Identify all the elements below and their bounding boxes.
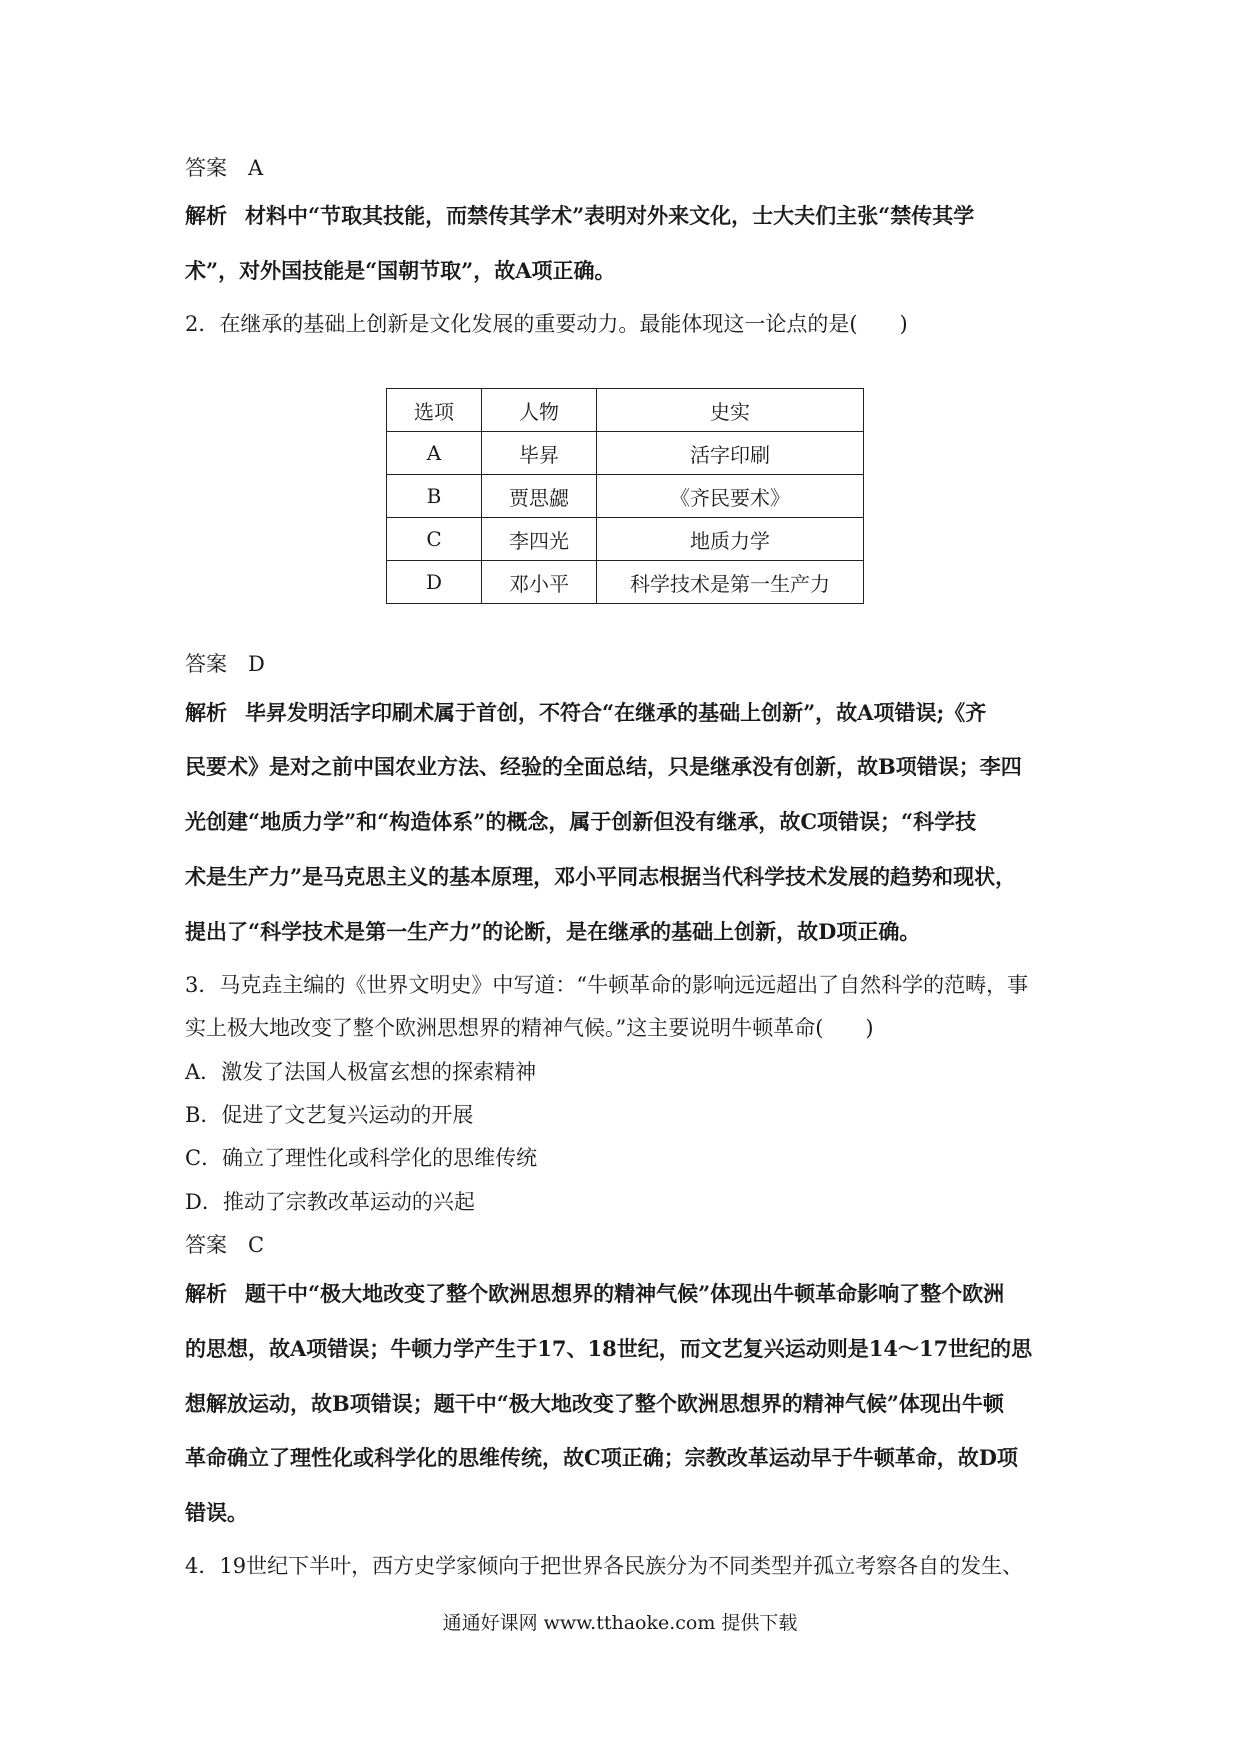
q2-analysis-line-2: 民要术》是对之前中国农业方法、经验的全面总结，只是继承没有创新，故B项错误；李四 bbox=[185, 754, 1022, 779]
analysis-label: 解析 bbox=[185, 1281, 227, 1306]
q2-analysis-line-1: 解析 毕昇发明活字印刷术属于首创，不符合“在继承的基础上创新”，故A项错误;《齐 bbox=[185, 700, 987, 725]
q4-stem: 4．19世纪下半叶，西方史学家倾向于把世界各民族分为不同类型并孤立考察各自的发生、 bbox=[185, 1554, 1024, 1578]
answer-label: 答案 bbox=[185, 1233, 227, 1257]
q2-options-table bbox=[386, 388, 864, 604]
table-header: 史实 bbox=[597, 389, 864, 432]
answer-label: 答案 bbox=[185, 156, 227, 180]
table-cell: 邓小平 bbox=[482, 561, 597, 604]
q3-analysis-line-2: 的思想，故A项错误；牛顿力学产生于17、18世纪，而文艺复兴运动则是14～17世纪的思 bbox=[185, 1336, 1033, 1361]
q1-analysis-line-2: 术”，对外国技能是“国朝节取”，故A项正确。 bbox=[185, 258, 616, 283]
analysis-label: 解析 bbox=[185, 700, 227, 725]
answer-value: C bbox=[248, 1233, 265, 1257]
q3-option-a: A．激发了法国人极富玄想的探索精神 bbox=[185, 1060, 537, 1084]
q3-analysis-line-4: 革命确立了理性化或科学化的思维传统，故C项正确；宗教改革运动早于牛顿革命，故D项 bbox=[185, 1445, 1018, 1470]
answer-label: 答案 bbox=[185, 652, 227, 676]
q3-stem-line-1: 3．马克垚主编的《世界文明史》中写道：“牛顿革命的影响远远超出了自然科学的范畴，事 bbox=[185, 973, 1029, 997]
table-header: 人物 bbox=[482, 389, 597, 432]
table-header: 选项 bbox=[387, 389, 482, 432]
analysis-label: 解析 bbox=[185, 203, 227, 228]
q2-stem: 2．在继承的基础上创新是文化发展的重要动力。最能体现这一论点的是( ) bbox=[185, 312, 908, 336]
q3-analysis-line-3: 想解放运动，故B项错误；题干中“极大地改变了整个欧洲思想界的精神气候”体现出牛顿 bbox=[185, 1391, 1004, 1416]
q3-analysis-line-1: 解析 题干中“极大地改变了整个欧洲思想界的精神气候”体现出牛顿革命影响了整个欧洲 bbox=[185, 1281, 1005, 1306]
table-cell: 活字印刷 bbox=[597, 432, 864, 475]
answer-value: A bbox=[248, 156, 264, 180]
q2-analysis-line-4: 术是生产力”是马克思主义的基本原理，邓小平同志根据当代科学技术发展的趋势和现状， bbox=[185, 864, 1017, 889]
q3-option-d: D．推动了宗教改革运动的兴起 bbox=[185, 1190, 475, 1214]
answer-value: D bbox=[248, 652, 265, 676]
q2-analysis-line-3: 光创建“地质力学”和“构造体系”的概念，属于创新但没有继承，故C项错误；“科学技 bbox=[185, 809, 977, 834]
q2-analysis-line-5: 提出了“科学技术是第一生产力”的论断，是在继承的基础上创新，故D项正确。 bbox=[185, 919, 921, 944]
table-cell: D bbox=[387, 561, 482, 604]
table-cell: C bbox=[387, 518, 482, 561]
table-cell: 地质力学 bbox=[597, 518, 864, 561]
page-footer: 通通好课网 www.tthaoke.com 提供下载 bbox=[442, 1612, 798, 1634]
q3-option-c: C．确立了理性化或科学化的思维传统 bbox=[185, 1146, 538, 1170]
q3-analysis-line-5: 错误。 bbox=[185, 1500, 248, 1525]
q3-stem-line-2: 实上极大地改变了整个欧洲思想界的精神气候。”这主要说明牛顿革命( ) bbox=[185, 1016, 874, 1040]
table-cell: 科学技术是第一生产力 bbox=[597, 561, 864, 604]
table-cell: 毕昇 bbox=[482, 432, 597, 475]
table-cell: 贾思勰 bbox=[482, 475, 597, 518]
table-row bbox=[387, 432, 864, 475]
table-cell: 《齐民要术》 bbox=[597, 475, 864, 518]
table-cell: B bbox=[387, 475, 482, 518]
q3-answer bbox=[185, 1229, 264, 1259]
table-cell: A bbox=[387, 432, 482, 475]
q1-analysis-line-1: 解析 材料中“节取其技能，而禁传其学术”表明对外来文化，士大夫们主张“禁传其学 bbox=[185, 203, 975, 228]
table-header-row bbox=[387, 389, 864, 432]
q2-answer bbox=[185, 648, 265, 678]
q3-option-b: B．促进了文艺复兴运动的开展 bbox=[185, 1103, 474, 1127]
table-cell: 李四光 bbox=[482, 518, 597, 561]
table-row bbox=[387, 475, 864, 518]
q1-answer bbox=[185, 152, 263, 182]
table-row bbox=[387, 561, 864, 604]
table-row bbox=[387, 518, 864, 561]
